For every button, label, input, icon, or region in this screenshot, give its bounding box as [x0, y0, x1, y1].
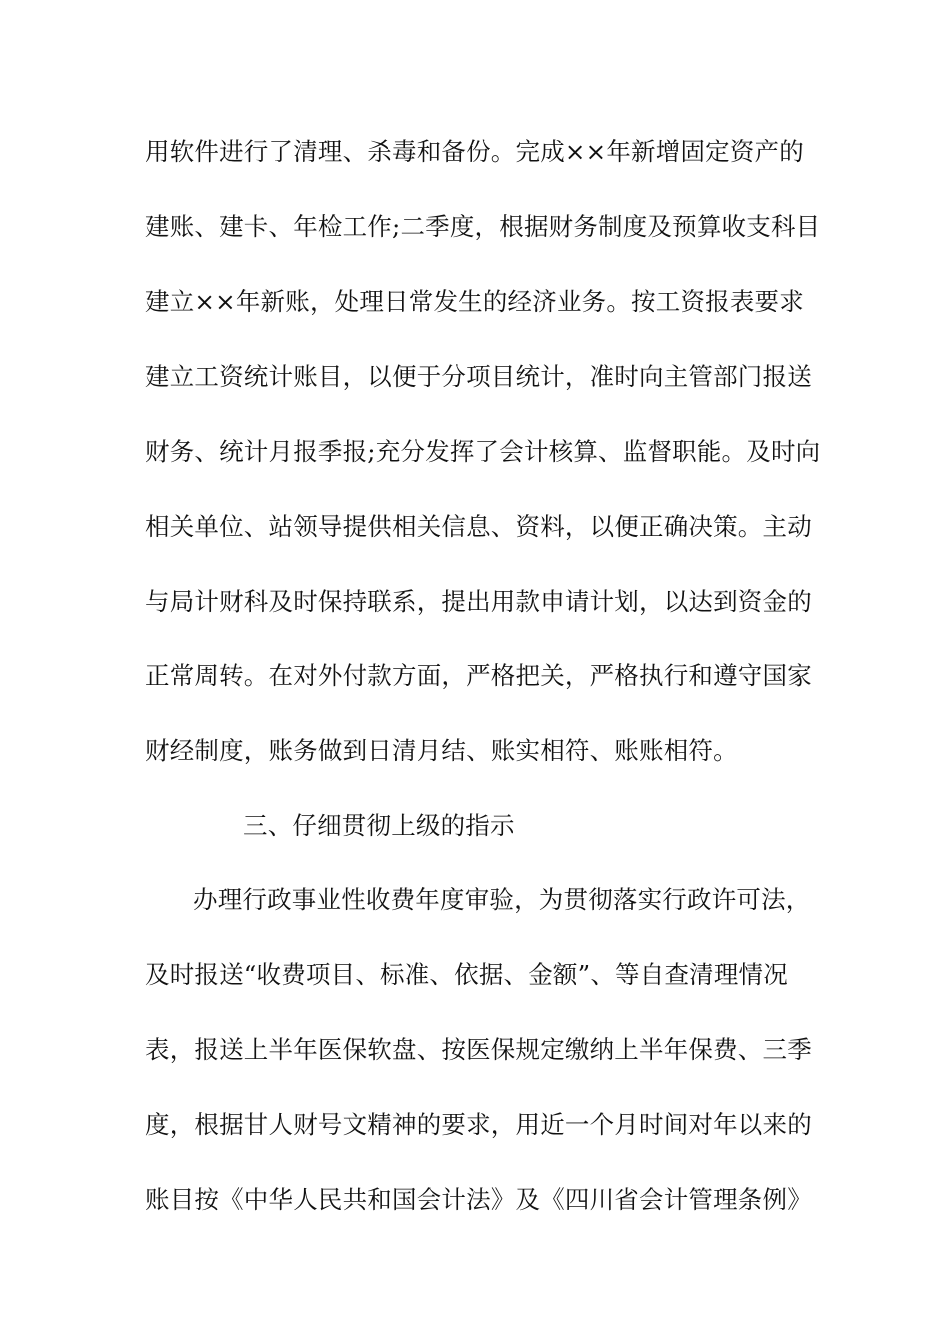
section-heading: 三、仔细贯彻上级的指示 — [243, 811, 515, 840]
body-line-14: 账目按《中华人民共和国会计法》及《四川省会计管理条例》 — [145, 1185, 812, 1214]
body-line-4: 建立工资统计账目，以便于分项目统计，准时向主管部门报送 — [145, 362, 812, 391]
body-line-8: 正常周转。在对外付款方面，严格把关，严格执行和遵守国家 — [145, 661, 812, 690]
body-line-3: 建立××年新账，处理日常发生的经济业务。按工资报表要求 — [145, 287, 804, 316]
body-line-10: 办理行政事业性收费年度审验，为贯彻落实行政许可法， — [193, 885, 811, 914]
body-line-12: 表，报送上半年医保软盘、按医保规定缴纳上半年保费、三季 — [145, 1035, 812, 1064]
body-line-5: 财务、统计月报季报;充分发挥了会计核算、监督职能。及时向 — [145, 437, 821, 466]
body-line-7: 与局计财科及时保持联系，提出用款申请计划，以达到资金的 — [145, 587, 812, 616]
body-line-1: 用软件进行了清理、杀毒和备份。完成××年新增固定资产的 — [145, 137, 804, 166]
body-line-2: 建账、建卡、年检工作;二季度，根据财务制度及预算收支科目 — [145, 212, 821, 241]
body-line-9: 财经制度，账务做到日清月结、账实相符、账账相符。 — [145, 736, 738, 765]
body-line-13: 度，根据甘人财号文精神的要求，用近一个月时间对年以来的 — [145, 1110, 812, 1139]
body-line-6: 相关单位、站领导提供相关信息、资料，以便正确决策。主动 — [145, 512, 812, 541]
body-line-11: 及时报送“收费项目、标准、依据、金额”、等自查清理情况 — [145, 960, 788, 989]
